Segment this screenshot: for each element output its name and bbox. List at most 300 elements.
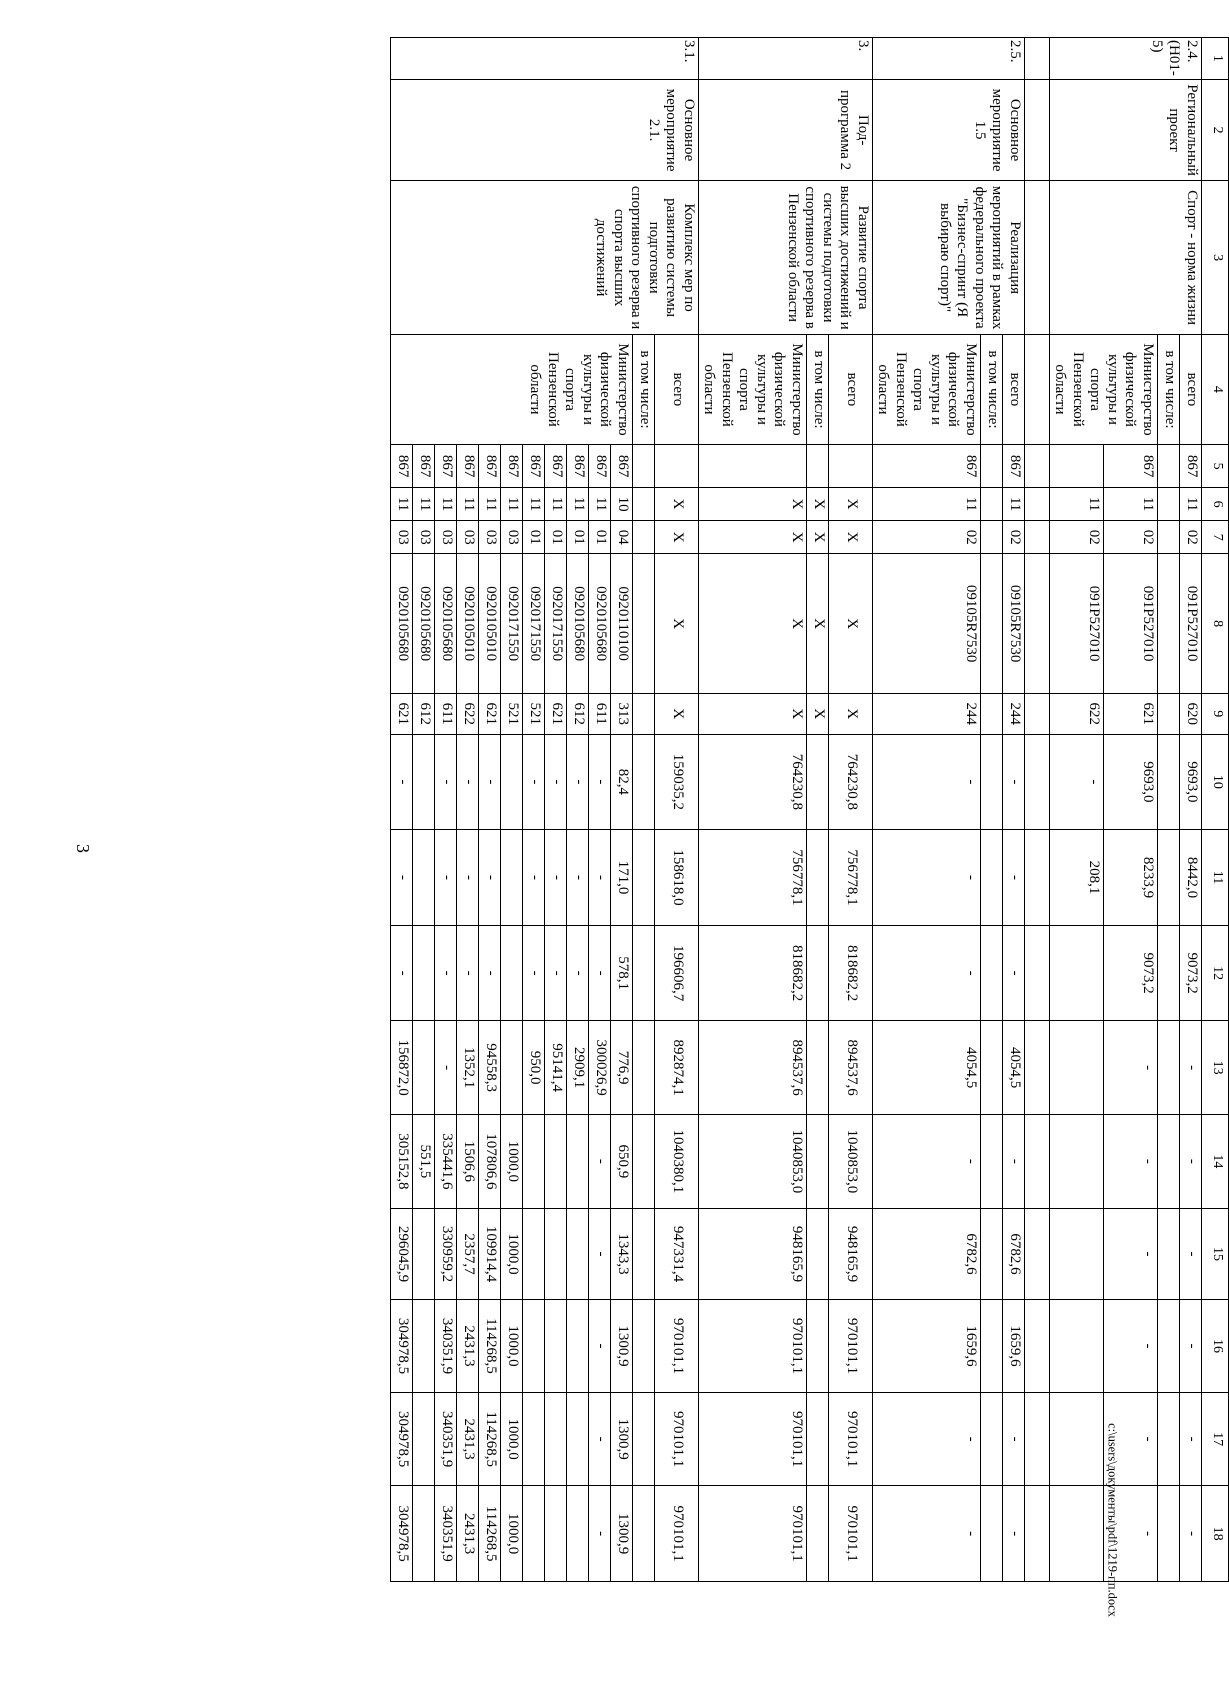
value-cell: 867 [589, 445, 611, 488]
value-cell: 521 [501, 694, 523, 734]
empty-cell [1025, 1209, 1050, 1300]
value-cell: 091P527010 [1050, 554, 1104, 694]
value-cell: 11 [1104, 488, 1158, 521]
column-number: 5 [1202, 445, 1229, 488]
value-cell: 756778,1 [699, 830, 807, 926]
value-cell: 11 [479, 488, 501, 521]
value-cell: 867 [873, 445, 981, 488]
value-cell: 244 [873, 694, 981, 734]
value-cell [523, 1299, 545, 1392]
empty-cell [807, 1393, 829, 1486]
value-cell: 818682,2 [829, 925, 873, 1021]
value-cell: 578,1 [611, 925, 633, 1021]
table-row [655, 38, 699, 1582]
value-cell: 335441,6 [435, 1114, 457, 1208]
value-cell: 11 [1050, 488, 1104, 521]
value-cell: 158618,0 [655, 830, 699, 926]
value-cell: 0920171550 [545, 554, 567, 694]
value-cell [545, 1114, 567, 1208]
value-cell: 01 [545, 521, 567, 554]
value-cell: 09105R7530 [873, 554, 981, 694]
empty-cell [1158, 554, 1180, 694]
column-number: 11 [1202, 830, 1229, 926]
column-number: 4 [1202, 334, 1229, 444]
value-cell [1050, 925, 1104, 1021]
value-cell: 11 [501, 488, 523, 521]
value-cell: 867 [435, 445, 457, 488]
executor-cell: Министерство физической культуры и спорта Пензенской области [873, 334, 981, 444]
empty-cell [1158, 1209, 1180, 1300]
value-cell: 0920105680 [589, 554, 611, 694]
value-cell: 6782,6 [873, 1209, 981, 1300]
value-cell: 09105R7530 [1003, 554, 1025, 694]
value-cell: 9693,0 [1104, 734, 1158, 830]
value-cell: 04 [611, 521, 633, 554]
executor-cell: Министерство физической культуры и спорта Пензенской области [1050, 334, 1158, 444]
value-cell: 244 [1003, 694, 1025, 734]
empty-cell [633, 521, 655, 554]
value-cell: 11 [435, 488, 457, 521]
value-cell: - [589, 1486, 611, 1582]
page-number: 3 [73, 844, 93, 853]
empty-cell [633, 554, 655, 694]
value-cell: 304978,5 [391, 1393, 413, 1486]
value-cell: - [457, 734, 479, 830]
empty-cell [633, 830, 655, 926]
column-number: 6 [1202, 488, 1229, 521]
empty-cell [1158, 488, 1180, 521]
item-name: Развитие спорта высших достижений и системы подготовки спортивного резерва в Пензенской области [699, 181, 873, 334]
value-cell: - [1180, 1114, 1202, 1208]
value-cell: 948165,9 [829, 1209, 873, 1300]
value-cell: 894537,6 [699, 1021, 807, 1114]
empty-cell [633, 1021, 655, 1114]
value-cell: 02 [873, 521, 981, 554]
empty-cell [633, 1299, 655, 1392]
value-cell: 818682,2 [699, 925, 807, 1021]
value-cell: - [873, 1393, 981, 1486]
value-cell: 6782,6 [1003, 1209, 1025, 1300]
value-cell: - [435, 734, 457, 830]
value-cell: - [873, 830, 981, 926]
value-cell: 208,1 [1050, 830, 1104, 926]
row-number: 2.4. (Н01-5) [1050, 38, 1202, 80]
executor-cell: Министерство физической культуры и спорта Пензенской области [391, 334, 633, 444]
value-cell: 03 [479, 521, 501, 554]
value-cell: - [435, 925, 457, 1021]
value-cell: - [457, 830, 479, 926]
value-cell: - [589, 1393, 611, 1486]
item-type: Основное мероприятие 2.1. [391, 79, 699, 181]
value-cell: 0920105680 [391, 554, 413, 694]
column-number: 12 [1202, 925, 1229, 1021]
empty-cell [1158, 734, 1180, 830]
value-cell [523, 1114, 545, 1208]
value-cell: 622 [1050, 694, 1104, 734]
value-cell [567, 1299, 589, 1392]
value-cell: 2431,3 [457, 1299, 479, 1392]
value-cell [655, 445, 699, 488]
value-cell: - [873, 734, 981, 830]
empty-cell [633, 1114, 655, 1208]
value-cell: 867 [1180, 445, 1202, 488]
value-cell: 4054,5 [1003, 1021, 1025, 1114]
table-row [829, 38, 873, 1582]
value-cell: 300026,9 [589, 1021, 611, 1114]
value-cell: 970101,1 [699, 1486, 807, 1582]
value-cell: 1343,3 [611, 1209, 633, 1300]
empty-cell [1158, 1299, 1180, 1392]
table-row [1003, 38, 1025, 1582]
incl-label: в том числе: [981, 334, 1003, 444]
empty-cell [1025, 1114, 1050, 1208]
value-cell: Х [807, 488, 829, 521]
empty-cell [981, 554, 1003, 694]
column-number: 14 [1202, 1114, 1229, 1208]
value-cell: 947331,4 [655, 1209, 699, 1300]
value-cell: 171,0 [611, 830, 633, 926]
value-cell: Х [655, 694, 699, 734]
item-type: Региональный проект [1050, 79, 1202, 181]
empty-cell [1025, 521, 1050, 554]
empty-cell [981, 1021, 1003, 1114]
item-type: Основное мероприятие 1.5 [873, 79, 1025, 181]
value-cell: - [589, 734, 611, 830]
empty-cell [1158, 1486, 1180, 1582]
value-cell: - [479, 734, 501, 830]
column-number: 8 [1202, 554, 1229, 694]
empty-cell [1025, 554, 1050, 694]
value-cell [413, 1021, 435, 1114]
empty-cell [807, 734, 829, 830]
empty-cell [1158, 925, 1180, 1021]
value-cell: 764230,8 [699, 734, 807, 830]
column-number: 16 [1202, 1299, 1229, 1392]
value-cell: 0920110100 [611, 554, 633, 694]
empty-cell [1158, 1393, 1180, 1486]
value-cell: 970101,1 [655, 1393, 699, 1486]
empty-cell [981, 1393, 1003, 1486]
value-cell: - [1003, 1486, 1025, 1582]
value-cell: 950,0 [523, 1021, 545, 1114]
value-cell: - [479, 925, 501, 1021]
value-cell: - [567, 925, 589, 1021]
value-cell [501, 830, 523, 926]
value-cell: - [391, 830, 413, 926]
value-cell: 867 [567, 445, 589, 488]
empty-cell [633, 694, 655, 734]
value-cell: 107806,6 [479, 1114, 501, 1208]
value-cell: 11 [589, 488, 611, 521]
empty-cell [633, 1486, 655, 1582]
value-cell: Х [807, 694, 829, 734]
value-cell: 756778,1 [829, 830, 873, 926]
value-cell [413, 1299, 435, 1392]
value-cell: 1040853,0 [699, 1114, 807, 1208]
value-cell: 296045,9 [391, 1209, 413, 1300]
value-cell: 091P527010 [1180, 554, 1202, 694]
empty-cell [807, 1209, 829, 1300]
value-cell: 1000,0 [501, 1299, 523, 1392]
row-number: 3. [699, 38, 873, 80]
value-cell: 11 [391, 488, 413, 521]
empty-cell [633, 925, 655, 1021]
empty-cell [1025, 181, 1050, 334]
value-cell: - [1003, 830, 1025, 926]
item-name: Реализация мероприятий в рамках федерального проекта "Бизнес-спринт (Я выбираю спорт)" [873, 181, 1025, 334]
column-number: 15 [1202, 1209, 1229, 1300]
value-cell [567, 1393, 589, 1486]
value-cell: Х [807, 521, 829, 554]
value-cell: 091P527010 [1104, 554, 1158, 694]
item-name: Комплекс мер по развитию системы подготовки спортивного резерва и спорта высших достижений [391, 181, 699, 334]
value-cell: 01 [523, 521, 545, 554]
empty-cell [633, 734, 655, 830]
item-name: Спорт - норма жизни [1050, 181, 1202, 334]
column-number: 1 [1202, 38, 1229, 80]
value-cell: 1000,0 [501, 1209, 523, 1300]
value-cell: - [1180, 1299, 1202, 1392]
value-cell [501, 734, 523, 830]
value-cell: 970101,1 [699, 1393, 807, 1486]
total-label: всего [1003, 334, 1025, 444]
value-cell: Х [807, 554, 829, 694]
value-cell: 867 [501, 445, 523, 488]
incl-label: в том числе: [1158, 334, 1180, 444]
value-cell: Х [829, 694, 873, 734]
value-cell: - [545, 734, 567, 830]
value-cell: 114268,5 [479, 1299, 501, 1392]
table-body [391, 38, 1229, 1582]
value-cell [523, 1486, 545, 1582]
value-cell: 970101,1 [655, 1299, 699, 1392]
empty-cell [1025, 1299, 1050, 1392]
value-cell: 109914,4 [479, 1209, 501, 1300]
value-cell: - [1003, 1114, 1025, 1208]
value-cell: 611 [589, 694, 611, 734]
value-cell: 2431,3 [457, 1486, 479, 1582]
column-number: 17 [1202, 1393, 1229, 1486]
value-cell: 340351,9 [435, 1486, 457, 1582]
value-cell: - [589, 925, 611, 1021]
value-cell: 11 [1003, 488, 1025, 521]
table-row [1180, 38, 1202, 1582]
value-cell: - [391, 925, 413, 1021]
value-cell: 4054,5 [873, 1021, 981, 1114]
value-cell: 94558,3 [479, 1021, 501, 1114]
value-cell [807, 445, 829, 488]
value-cell: 867 [523, 445, 545, 488]
column-number: 10 [1202, 734, 1229, 830]
table-row [1025, 38, 1050, 1582]
value-cell [567, 1486, 589, 1582]
value-cell [413, 830, 435, 926]
value-cell: 340351,9 [435, 1393, 457, 1486]
value-cell: - [1104, 1299, 1158, 1392]
value-cell: 948165,9 [699, 1209, 807, 1300]
value-cell: 11 [567, 488, 589, 521]
value-cell: 02 [1180, 521, 1202, 554]
empty-cell [981, 488, 1003, 521]
value-cell: 867 [545, 445, 567, 488]
row-number: 2.5. [873, 38, 1025, 80]
column-number-row [1202, 38, 1229, 1582]
value-cell: 03 [501, 521, 523, 554]
value-cell: 03 [457, 521, 479, 554]
value-cell: Х [655, 554, 699, 694]
empty-cell [633, 488, 655, 521]
value-cell: 622 [457, 694, 479, 734]
value-cell: - [567, 734, 589, 830]
value-cell: 1300,9 [611, 1486, 633, 1582]
empty-cell [981, 694, 1003, 734]
empty-cell [1025, 1393, 1050, 1486]
empty-cell [1025, 38, 1050, 80]
empty-cell [1158, 445, 1180, 488]
value-cell: 03 [391, 521, 413, 554]
value-cell: Х [829, 554, 873, 694]
value-cell: 2909,1 [567, 1021, 589, 1114]
value-cell: 892874,1 [655, 1021, 699, 1114]
empty-cell [807, 1299, 829, 1392]
value-cell [829, 445, 873, 488]
value-cell: 9693,0 [1180, 734, 1202, 830]
empty-cell [633, 1393, 655, 1486]
value-cell: 611 [435, 694, 457, 734]
value-cell: - [1180, 1021, 1202, 1114]
value-cell [1050, 1021, 1104, 1114]
value-cell: - [1180, 1209, 1202, 1300]
value-cell: 612 [567, 694, 589, 734]
value-cell: 95141,4 [545, 1021, 567, 1114]
empty-cell [981, 830, 1003, 926]
empty-cell [633, 1209, 655, 1300]
value-cell [523, 1209, 545, 1300]
value-cell: - [1104, 1021, 1158, 1114]
value-cell: - [589, 830, 611, 926]
empty-cell [981, 734, 1003, 830]
value-cell: 11 [523, 488, 545, 521]
value-cell: - [873, 1114, 981, 1208]
column-number: 2 [1202, 79, 1229, 181]
value-cell: 894537,6 [829, 1021, 873, 1114]
empty-cell [807, 925, 829, 1021]
value-cell: 970101,1 [829, 1486, 873, 1582]
value-cell: 02 [1003, 521, 1025, 554]
value-cell: 612 [413, 694, 435, 734]
empty-cell [807, 1114, 829, 1208]
value-cell [699, 445, 807, 488]
value-cell: 1040853,0 [829, 1114, 873, 1208]
value-cell: - [1104, 1114, 1158, 1208]
value-cell: - [435, 830, 457, 926]
value-cell: 01 [589, 521, 611, 554]
value-cell [545, 1299, 567, 1392]
value-cell: 02 [1050, 521, 1104, 554]
empty-cell [981, 925, 1003, 1021]
value-cell: - [589, 1299, 611, 1392]
column-number: 7 [1202, 521, 1229, 554]
empty-cell [1158, 521, 1180, 554]
value-cell: - [523, 830, 545, 926]
value-cell: 1300,9 [611, 1299, 633, 1392]
value-cell: 1000,0 [501, 1114, 523, 1208]
value-cell: 304978,5 [391, 1486, 413, 1582]
value-cell: Х [699, 488, 807, 521]
value-cell: 867 [391, 445, 413, 488]
value-cell [567, 1209, 589, 1300]
rotated-page [348, 37, 1229, 1582]
empty-cell [1025, 79, 1050, 181]
value-cell: 11 [457, 488, 479, 521]
empty-cell [1025, 734, 1050, 830]
value-cell: 9073,2 [1104, 925, 1158, 1021]
value-cell [545, 1393, 567, 1486]
total-label: всего [1180, 334, 1202, 444]
value-cell: 970101,1 [655, 1486, 699, 1582]
empty-cell [981, 1299, 1003, 1392]
value-cell: - [457, 925, 479, 1021]
value-cell: 970101,1 [699, 1299, 807, 1392]
value-cell: 2357,7 [457, 1209, 479, 1300]
value-cell: 867 [457, 445, 479, 488]
value-cell: 340351,9 [435, 1299, 457, 1392]
empty-cell [1158, 1021, 1180, 1114]
empty-cell [1025, 488, 1050, 521]
value-cell: 1506,6 [457, 1114, 479, 1208]
value-cell [413, 925, 435, 1021]
value-cell: 621 [545, 694, 567, 734]
empty-cell [981, 1209, 1003, 1300]
executor-cell: Министерство физической культуры и спорта Пензенской области [699, 334, 807, 444]
row-number: 3.1. [391, 38, 699, 80]
value-cell [1050, 1209, 1104, 1300]
value-cell: - [523, 734, 545, 830]
value-cell: - [435, 1021, 457, 1114]
value-cell: 03 [413, 521, 435, 554]
value-cell: 114268,5 [479, 1393, 501, 1486]
empty-cell [1025, 1021, 1050, 1114]
value-cell: 1040380,1 [655, 1114, 699, 1208]
value-cell: Х [829, 521, 873, 554]
value-cell: 867 [413, 445, 435, 488]
value-cell [1050, 1299, 1104, 1392]
value-cell: 867 [1104, 445, 1158, 488]
empty-cell [1158, 1114, 1180, 1208]
empty-cell [1158, 830, 1180, 926]
value-cell [545, 1486, 567, 1582]
value-cell: 867 [611, 445, 633, 488]
value-cell: 867 [479, 445, 501, 488]
value-cell: 621 [1104, 694, 1158, 734]
value-cell: 10 [611, 488, 633, 521]
value-cell: - [1050, 734, 1104, 830]
value-cell: 8442,0 [1180, 830, 1202, 926]
value-cell [1050, 1486, 1104, 1582]
value-cell: 305152,8 [391, 1114, 413, 1208]
value-cell: 1000,0 [501, 1393, 523, 1486]
value-cell: 970101,1 [829, 1299, 873, 1392]
value-cell: 620 [1180, 694, 1202, 734]
value-cell [413, 1209, 435, 1300]
value-cell: Х [655, 488, 699, 521]
value-cell: 9073,2 [1180, 925, 1202, 1021]
value-cell: 650,9 [611, 1114, 633, 1208]
value-cell [1050, 1393, 1104, 1486]
value-cell [501, 925, 523, 1021]
value-cell: 114268,5 [479, 1486, 501, 1582]
value-cell: - [1104, 1486, 1158, 1582]
